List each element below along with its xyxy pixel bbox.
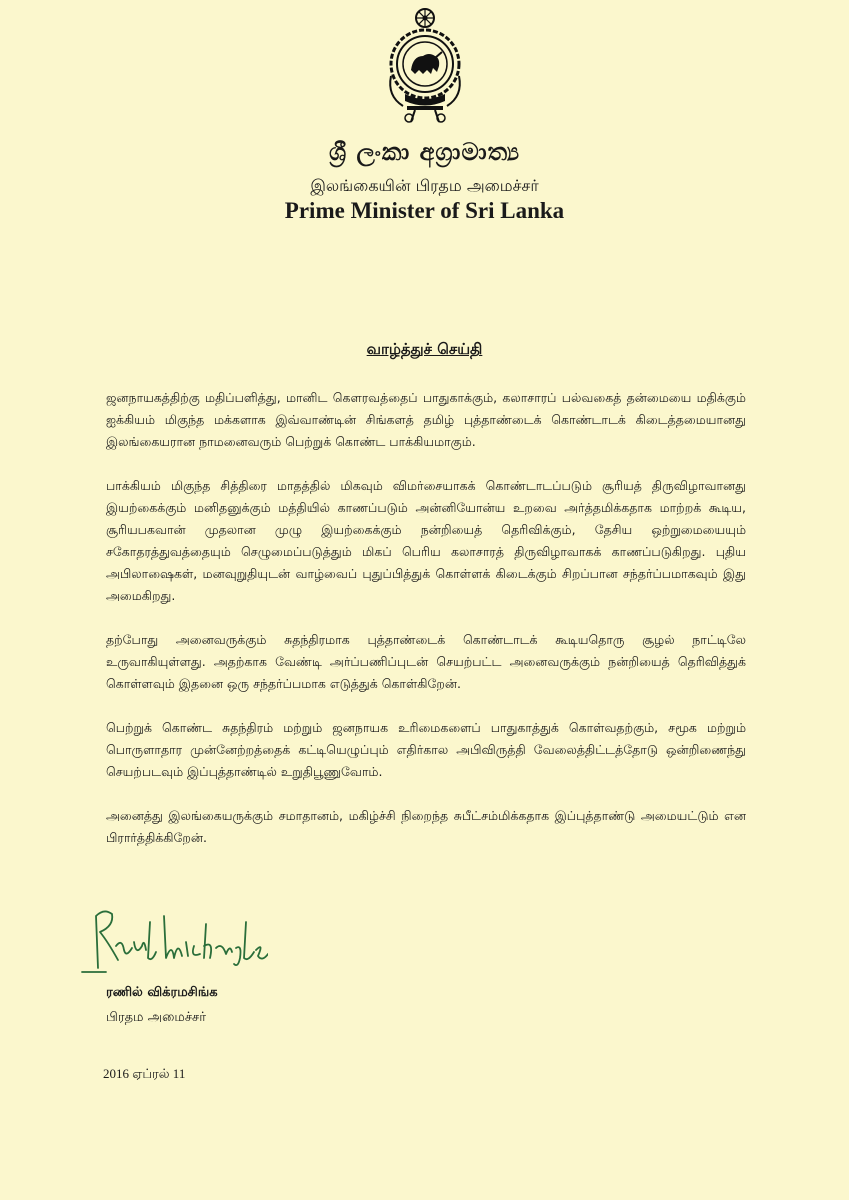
paragraph: தற்போது அனைவருக்கும் சுதந்திரமாக புத்தாண்டைக் கொண்டாடக் கூடியதொரு சூழல் நாட்டிலே உருவாகியுள்ளது. அதற்காக வேண்டி அர்ப்பணிப்புடன் செயற்பட்ட அனைவருக்கும் நன்றியைத் தெரிவித்துக் கொள்ளவும் இதனை ஒரு சந்தர்ப்பமாக எடுத்துக் கொள்கிறேன். xyxy=(106,632,746,691)
signer-name: ரணில் விக்ரமசிங்க xyxy=(106,985,218,1000)
letterhead-title-tamil: இலங்கையின் பிரதம அமைச்சர் xyxy=(310,176,539,195)
paragraph: பாக்கியம் மிகுந்த சித்திரை மாதத்தில் மிகவும் விமர்சையாகக் கொண்டாடப்படும் சூரியத் திருவிழாவானது இயற்கைக்கும் மனிதனுக்கும் மத்தியில் காணப்படும் அன்னியோன்ய உறவை அர்த்தமிக்கதாக மாற்றக் கூடிய, சூரியபகவான் முதலான முழு இயற்கைக்கும் நன்றியைத் தெரிவிக்கும், தேசிய ஒற்றுமையையும் சகோதரத்துவத்தையும் செழுமைப்படுத்தும் மிகப் பெரிய கலாசாரத் திருவிழாவாகக் காணப்படுகிறது. புதிய அபிலாஷைகள், மனவுறுதியுடன் வாழ்வைப் புதுப்பித்துக் கொள்ளக் கிடைக்கும் சிறப்பான சந்தர்ப்பமாகவும் இது அமைகிறது. xyxy=(106,478,746,603)
paragraph: ஜனநாயகத்திற்கு மதிப்பளித்து, மானிட கௌரவத்தைப் பாதுகாக்கும், கலாசாரப் பல்வகைத் தன்மையை மதிக்கும் ஐக்கியம் மிகுந்த மக்களாக இவ்வாண்டின் சிங்களத் தமிழ் புத்தாண்டைக் கொண்டாடக் கிடைத்தமையானது இலங்கையரான நாமனைவரும் பெற்றுக் கொண்ட பாக்கியமாகும். xyxy=(106,390,746,449)
letterhead-title-sinhala: ශ්‍රී ලංකා අග්‍රාමාත්‍ය xyxy=(328,138,521,166)
handwritten-signature xyxy=(78,902,268,974)
paragraph: அனைத்து இலங்கையருக்கும் சமாதானம், மகிழ்ச்சி நிறைந்த சுபீட்சம்மிக்கதாக இப்புத்தாண்டு அமையட்டும் என பிரார்த்திக்கிறேன். xyxy=(106,808,746,845)
letter-date: 2016 ஏப்ரல் 11 xyxy=(103,1066,186,1081)
paragraph: பெற்றுக் கொண்ட சுதந்திரம் மற்றும் ஜனநாயக உரிமைகளைப் பாதுகாத்துக் கொள்வதற்கும், சமூக மற்றும் பொருளாதார முன்னேற்றத்தைக் கட்டியெழுப்பும் எதிர்கால அபிவிருத்தி வேலைத்திட்டத்தோடு ஒன்றிணைந்து செயற்படவும் இப்புத்தாண்டில் உறுதிபூணுவோம். xyxy=(106,720,746,779)
signer-title: பிரதம அமைச்சர் xyxy=(106,1010,207,1025)
letter-title: வாழ்த்துச் செய்தி xyxy=(366,340,483,358)
letter-body xyxy=(106,387,746,871)
letterhead-title-english: Prime Minister of Sri Lanka xyxy=(284,198,565,223)
sri-lanka-state-emblem-icon xyxy=(385,6,465,124)
